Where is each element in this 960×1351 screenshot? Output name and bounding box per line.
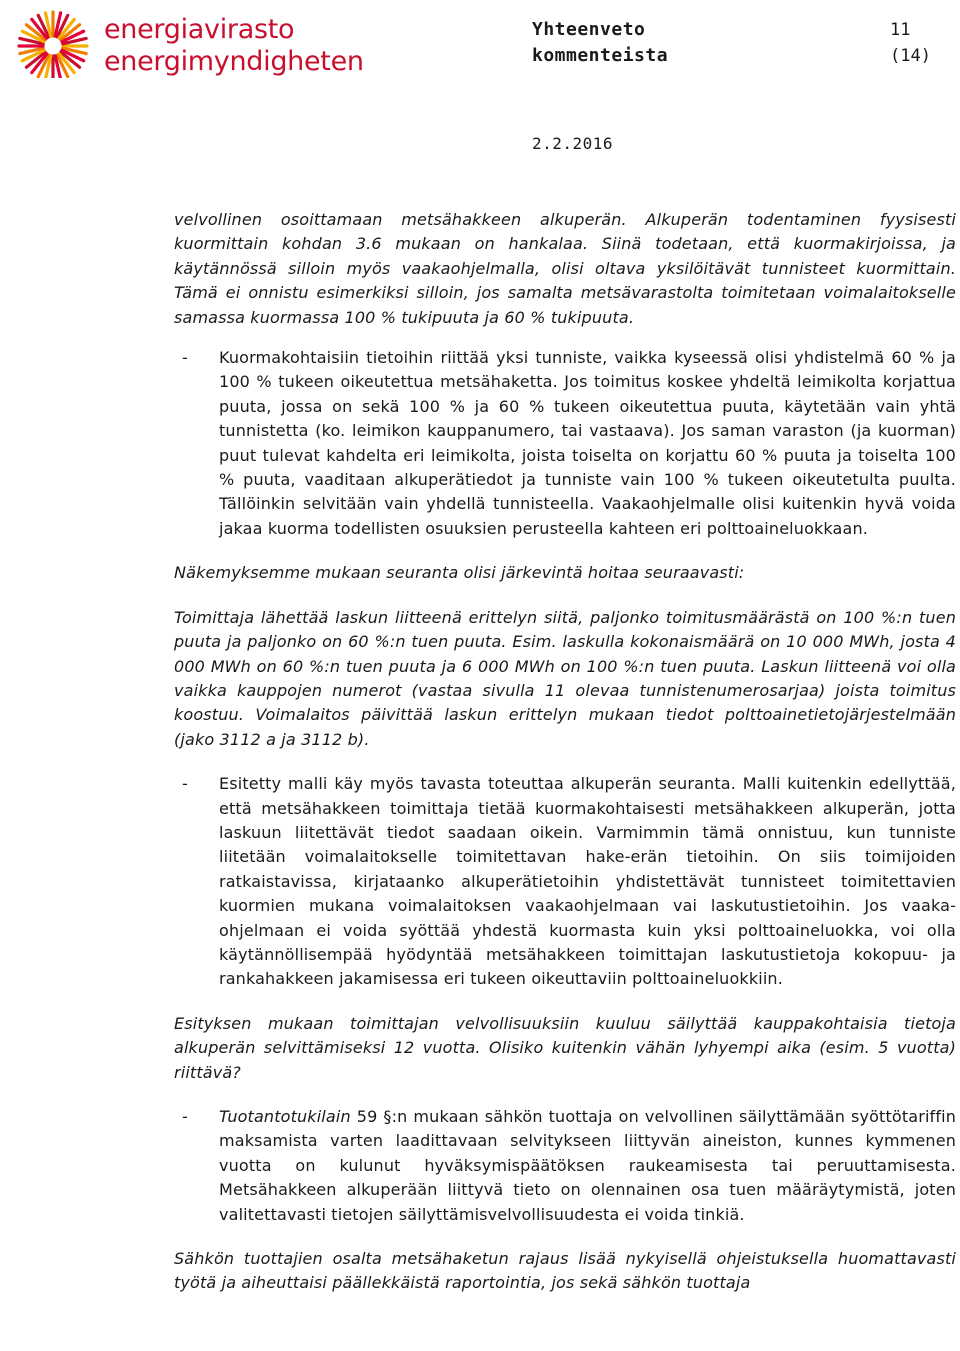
- bullet-dash: -: [182, 1107, 188, 1126]
- sun-logo-icon: [8, 8, 98, 78]
- bullet-item-3: [174, 1105, 956, 1227]
- document-body: [174, 208, 956, 1296]
- bullet-item-1: [174, 346, 956, 541]
- document-title: Yhteenveto kommenteista: [532, 19, 669, 66]
- logo-line-2: energimyndigheten: [104, 46, 364, 77]
- bullet-item-2: [174, 772, 956, 992]
- bullet-1-text: Kuormakohtaisiin tietoihin riittää yksi tunniste, vaikka kyseessä olisi yhdistelmä 60 % ja 100 % tukeen oikeutettua metsähaketta. Jos toimitus koskee yhdeltä leimikolta korjattua puuta, jossa on sekä 100 % ja 60 % tukeen oikeutettua puuta, käytetään vain yhtä tunnistetta (ko. leimikon kauppanumero, tai vastaava). Jos saman varaston (ja kuorman) puut tulevat kahdelta eri leimikolta, joista toiselta on korjattu 60 % puuta ja toiselta 100 % puuta, vaaditaan alkuperätiedot ja tunniste vain 100 % tukeen oikeutetulta puulta. Tällöinkin selvitään vain yhdellä tunnisteella. Vaakaohjelmalle olisi kuitenkin hyvä voida jakaa kuorma todellisten osuuksien perusteella kahteen eri polttoaineluokkaan.: [219, 348, 956, 538]
- bullet-dash: -: [182, 774, 188, 794]
- paragraph-5-text: Sähkön tuottajien osalta metsähaketun rajaus lisää nykyisellä ohjeistuksella huomattavasti työtä ja aiheuttaisi päällekkäistä raportointia, jos sekä sähkön tuottaja: [174, 1249, 956, 1293]
- page-number-total: (14): [890, 46, 931, 66]
- paragraph-4: [174, 1012, 956, 1085]
- paragraph-3-text: Toimittaja lähettää laskun liitteenä erittelyn siitä, paljonko toimitusmäärästä on 100 %:n tuen puuta ja paljonko on 60 %:n tuen puuta. Esim. laskulla kokonaismäärä on 10 000 MWh, josta 4 000 MWh on 60 %:n tuen puuta ja 6 000 MWh on 100 %:n tuen puuta. Laskun liitteenä voi olla vaikka kauppojen numerot (vastaa sivulla 11 olevaa tunnistenumerosarjaa) joista toimitus koostuu. Voimalaitos päivittää laskun erittelyn mukaan tiedot polttoainetietojärjestelmään (jako 3112 a ja 3112 b).: [174, 607, 956, 749]
- page-number-current: 11: [890, 20, 911, 40]
- energiavirasto-logo: [8, 8, 364, 78]
- bullet-dash: -: [182, 348, 188, 368]
- paragraph-2-text: Näkemyksemme mukaan seuranta olisi järkevintä hoitaa seuraavasti:: [174, 563, 745, 583]
- bullet-3-text: 59 §:n mukaan sähkön tuottaja on velvollinen säilyttämään syöttötariffin maksamista varten laadittavaan selvitykseen liittyvän aineiston, kunnes kymmenen vuotta on kulunut hyväksymispäätöksen raukeamisesta tai peruuttamisesta. Metsähakkeen alkuperään liittyvä tieto on olennainen osa tuen määräytymistä, joten valitettavasti tietojen säilyttämisvelvollisuudesta ei voida tinkiä.: [219, 1107, 956, 1224]
- paragraph-2: [174, 561, 956, 585]
- paragraph-1-text: velvollinen osoittamaan metsähakkeen alkuperän. Alkuperän todentaminen fyysisesti kuormittain kohdan 3.6 mukaan on hankalaa. Siinä todetaan, että kuormakirjoissa, ja käytännössä silloin myös vaakaohjelmalla, olisi oltava yksilöitävät tunnisteet kuormittain. Tämä ei onnistu esimerkiksi silloin, jos samalta metsävarastolta toimitetaan voimalaitokselle samassa kuormassa 100 % tukipuuta ja 60 % tukipuuta.: [174, 210, 956, 327]
- paragraph-3: [174, 606, 956, 752]
- bullet-2-text: Esitetty malli käy myös tavasta toteuttaa alkuperän seuranta. Malli kuitenkin edellyttää, että metsähakkeen toimittaja tietää kuormakohtaisesti metsähakkeen alkuperän, jotta laskuun liitettävät tiedot saadaan oikein. Varmimmin tämä onnistuu, kun tunniste liitetään voimalaitokselle toimitettavan hake-erän tietoihin. On siis toimijoiden ratkaistavissa, kirjataanko alkuperätietoihin yhdistettävät tunnisteet toimitettavien kuormien mukana voimalaitoksen vaakaohjelmaan vai laskutustietoihin. Jos vaaka-ohjelmaan ei voida syöttää yhdestä kuormasta kuin yksi polttoaineluokka, voi olla käytännöllisempää hyödyntää metsähakkeen toimittajan laskutustietoja kokopuu- ja rankahakkeen jakamisessa eri tukeen oikeuttaviin polttoaineluokkiin.: [219, 774, 956, 989]
- document-date: 2.2.2016: [532, 134, 614, 153]
- bullet-3-italic-text: Tuotantotukilain: [219, 1107, 351, 1126]
- paragraph-1: [174, 208, 956, 330]
- paragraph-4-text: Esityksen mukaan toimittajan velvollisuuksiin kuuluu säilyttää kauppakohtaisia tietoja alkuperän selvittämiseksi 12 vuotta. Olisiko kuitenkin vähän lyhyempi aika (esim. 5 vuotta) riittävä?: [174, 1013, 956, 1082]
- logo-line-1: energiavirasto: [104, 14, 295, 45]
- paragraph-5: [174, 1247, 956, 1296]
- page-number: [890, 17, 960, 69]
